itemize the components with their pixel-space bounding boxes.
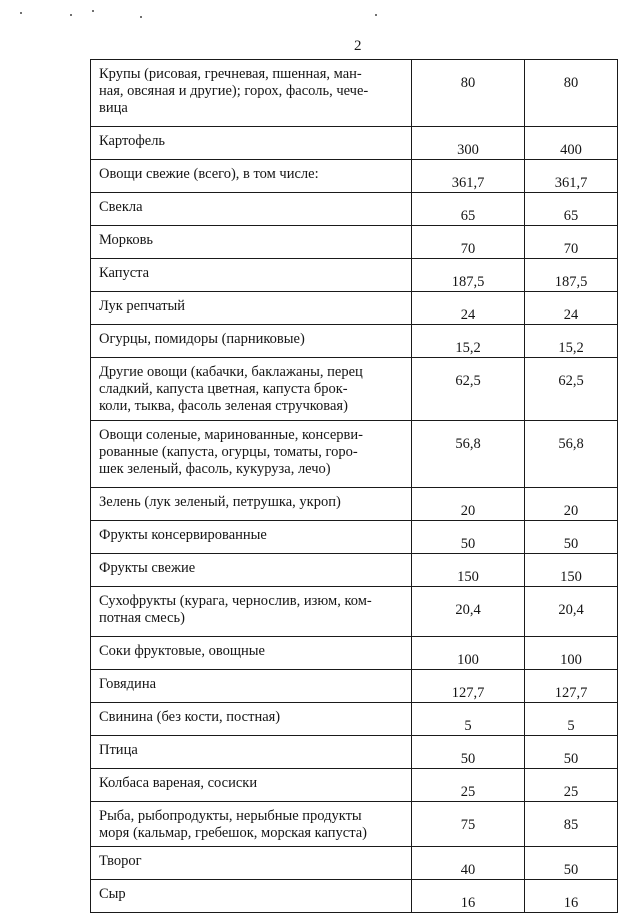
product-name-cell: [91, 292, 412, 325]
product-name-cell: [91, 769, 412, 802]
product-name-line: Птица: [99, 742, 138, 758]
norm-value-1: 75: [412, 802, 525, 847]
product-name-cell: [91, 880, 412, 913]
product-name-cell: [91, 259, 412, 292]
norm-value-2: 62,5: [525, 358, 618, 421]
product-name-line: Фрукты консервированные: [99, 527, 267, 543]
table-row: [91, 847, 618, 880]
product-name-line: Картофель: [99, 133, 166, 149]
norm-value-1: 50: [412, 521, 525, 554]
product-name-cell: [91, 521, 412, 554]
norm-value-1: 80: [412, 60, 525, 127]
norm-value-2: 400: [525, 127, 618, 160]
table-row: [91, 587, 618, 637]
table-row: [91, 670, 618, 703]
norm-value-1: 62,5: [412, 358, 525, 421]
norm-value-1: 20: [412, 488, 525, 521]
product-name-cell: [91, 703, 412, 736]
table-row: [91, 736, 618, 769]
product-name-line: Капуста: [99, 265, 150, 281]
norm-value-2: 50: [525, 847, 618, 880]
norm-value-1: 50: [412, 736, 525, 769]
product-name-cell: [91, 193, 412, 226]
product-name-line: Овощи свежие (всего), в том числе:: [99, 166, 319, 182]
norm-value-2: 56,8: [525, 421, 618, 488]
norm-value-1: 5: [412, 703, 525, 736]
product-name-cell: [91, 325, 412, 358]
product-name-line: моря (кальмар, гребешок, морская капуста): [99, 825, 367, 841]
product-name-cell: [91, 127, 412, 160]
table-row: [91, 292, 618, 325]
norm-value-2: 20: [525, 488, 618, 521]
product-name-line: Свинина (без кости, постная): [99, 709, 281, 725]
product-name-line: рованные (капуста, огурцы, томаты, горо-: [99, 444, 358, 460]
product-name-line: Зелень (лук зеленый, петрушка, укроп): [99, 494, 341, 510]
norm-value-2: 187,5: [525, 259, 618, 292]
table-row: [91, 637, 618, 670]
table-row: [91, 421, 618, 488]
norm-value-2: 5: [525, 703, 618, 736]
table-row: [91, 127, 618, 160]
page-number: 2: [354, 38, 362, 54]
product-name-cell: [91, 637, 412, 670]
norm-value-2: 65: [525, 193, 618, 226]
table-row: [91, 160, 618, 193]
product-name-line: Морковь: [99, 232, 154, 248]
norm-value-1: 70: [412, 226, 525, 259]
norm-value-1: 361,7: [412, 160, 525, 193]
norm-value-2: 100: [525, 637, 618, 670]
table-row: [91, 193, 618, 226]
product-name-cell: [91, 587, 412, 637]
table-row: [91, 358, 618, 421]
product-name-line: Соки фруктовые, овощные: [99, 643, 265, 659]
norm-value-1: 15,2: [412, 325, 525, 358]
product-name-line: Творог: [99, 853, 142, 869]
norm-value-2: 15,2: [525, 325, 618, 358]
norm-value-1: 127,7: [412, 670, 525, 703]
scan-specks: [20, 8, 400, 22]
product-name-cell: [91, 802, 412, 847]
product-name-cell: [91, 226, 412, 259]
product-name-cell: [91, 488, 412, 521]
norm-value-1: 150: [412, 554, 525, 587]
table-row: [91, 325, 618, 358]
norm-value-1: 100: [412, 637, 525, 670]
norm-value-1: 300: [412, 127, 525, 160]
table-row: [91, 60, 618, 127]
norm-value-1: 40: [412, 847, 525, 880]
norm-value-2: 16: [525, 880, 618, 913]
norm-value-2: 361,7: [525, 160, 618, 193]
norm-value-1: 16: [412, 880, 525, 913]
norm-value-2: 24: [525, 292, 618, 325]
norm-value-2: 50: [525, 521, 618, 554]
table-row: [91, 880, 618, 913]
product-name-cell: [91, 736, 412, 769]
product-name-cell: [91, 847, 412, 880]
table-row: [91, 802, 618, 847]
norm-value-1: 187,5: [412, 259, 525, 292]
norm-value-1: 24: [412, 292, 525, 325]
norm-value-2: 70: [525, 226, 618, 259]
norm-value-2: 20,4: [525, 587, 618, 637]
norm-value-1: 56,8: [412, 421, 525, 488]
product-name-line: Другие овощи (кабачки, баклажаны, перец: [99, 364, 363, 380]
product-name-cell: [91, 358, 412, 421]
product-name-line: Свекла: [99, 199, 143, 215]
product-name-line: Сухофрукты (курага, чернослив, изюм, ком-: [99, 593, 372, 609]
product-name-cell: [91, 160, 412, 193]
product-name-line: Рыба, рыбопродукты, нерыбные продукты: [99, 808, 362, 824]
norm-value-2: 80: [525, 60, 618, 127]
norm-value-2: 127,7: [525, 670, 618, 703]
norm-value-1: 25: [412, 769, 525, 802]
norm-value-2: 25: [525, 769, 618, 802]
table-row: [91, 554, 618, 587]
product-name-cell: [91, 554, 412, 587]
product-name-line: Крупы (рисовая, гречневая, пшенная, ман-: [99, 66, 362, 82]
norm-value-1: 20,4: [412, 587, 525, 637]
product-name-cell: [91, 60, 412, 127]
norm-value-2: 50: [525, 736, 618, 769]
table-row: [91, 488, 618, 521]
product-name-cell: [91, 670, 412, 703]
product-name-line: Овощи соленые, маринованные, консерви-: [99, 427, 363, 443]
food-norms-table: [90, 59, 618, 913]
norm-value-2: 85: [525, 802, 618, 847]
product-name-line: потная смесь): [99, 610, 185, 626]
product-name-line: шек зеленый, фасоль, кукуруза, лечо): [99, 461, 331, 477]
product-name-line: Колбаса вареная, сосиски: [99, 775, 258, 791]
product-name-line: Фрукты свежие: [99, 560, 196, 576]
product-name-line: Сыр: [99, 886, 126, 902]
product-name-line: Говядина: [99, 676, 157, 692]
product-name-line: вица: [99, 100, 128, 116]
table-row: [91, 226, 618, 259]
product-name-line: Лук репчатый: [99, 298, 186, 314]
product-name-line: ная, овсяная и другие); горох, фасоль, чече-: [99, 83, 369, 99]
norm-value-2: 150: [525, 554, 618, 587]
table-row: [91, 769, 618, 802]
product-name-cell: [91, 421, 412, 488]
product-name-line: Огурцы, помидоры (парниковые): [99, 331, 305, 347]
product-name-line: сладкий, капуста цветная, капуста брок-: [99, 381, 348, 397]
table-row: [91, 259, 618, 292]
table-row: [91, 703, 618, 736]
product-name-line: коли, тыква, фасоль зеленая стручковая): [99, 398, 348, 414]
norm-value-1: 65: [412, 193, 525, 226]
table-row: [91, 521, 618, 554]
